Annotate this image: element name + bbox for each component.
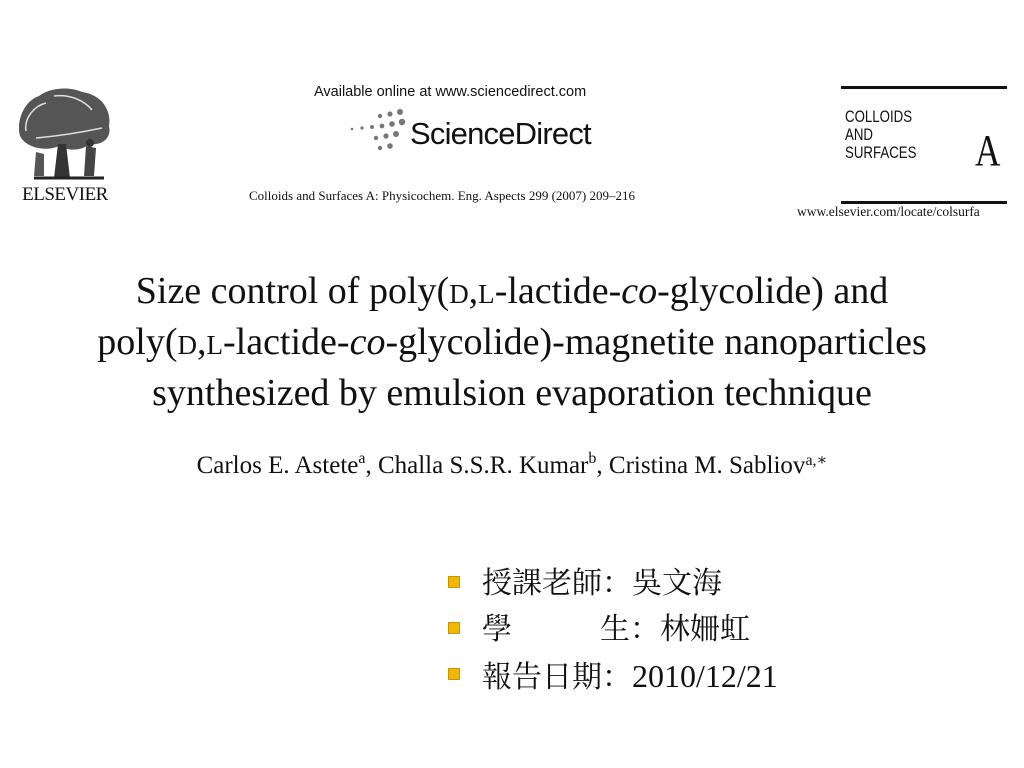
journal-logo <box>841 86 1007 204</box>
title-line-2: poly(d,l-lactide-co-glycolide)-magnetite nanoparticles <box>97 321 927 363</box>
list-item-instructor: 授課老師：吳文海 <box>444 562 778 608</box>
available-online-text: Available online at www.sciencedirect.com <box>314 84 587 100</box>
journal-reference: Colloids and Surfaces A: Physicochem. Eng. Aspects 299 (2007) 209–216 <box>249 188 635 203</box>
title-line-3: synthesized by emulsion evaporation technique <box>152 372 872 414</box>
elsevier-tree-icon <box>14 86 114 181</box>
bullet-square-icon <box>448 576 460 588</box>
elsevier-wordmark: ELSEVIER <box>22 184 108 205</box>
journal-logo-text: COLLOIDS AND SURFACES <box>845 107 917 162</box>
presenter-info-list <box>444 562 778 700</box>
author-affiliation: a <box>358 450 366 467</box>
sciencedirect-wordmark: ScienceDirect <box>410 116 591 151</box>
sciencedirect-dots-icon <box>342 108 408 152</box>
title-line-1: Size control of poly(d,l-lactide-co-glycolide) and <box>135 270 889 312</box>
author-name: Carlos E. Astete <box>196 452 359 479</box>
author-affiliation: b <box>588 450 597 467</box>
author-name: Cristina M. Sabliov <box>608 452 806 479</box>
list-item-report-date: 報告日期：2010/12/21 <box>444 654 778 700</box>
list-item-student: 學 生：林姍虹 <box>444 608 778 654</box>
paper-title <box>0 266 1024 419</box>
author-list: Carlos E. Astete$^a$, Challa S.S.R. Kumar$^b$, Cristina M. Sabliov$^{a,∗}$ <box>196 450 828 479</box>
bullet-square-icon <box>448 668 460 680</box>
elsevier-logo <box>10 86 120 206</box>
journal-logo-letter: A <box>975 126 1001 175</box>
journal-url: www.elsevier.com/locate/colsurfa <box>797 204 980 219</box>
bullet-square-icon <box>448 622 460 634</box>
author-name: Challa S.S.R. Kumar <box>377 452 589 479</box>
author-affiliation: a,∗ <box>805 452 828 469</box>
